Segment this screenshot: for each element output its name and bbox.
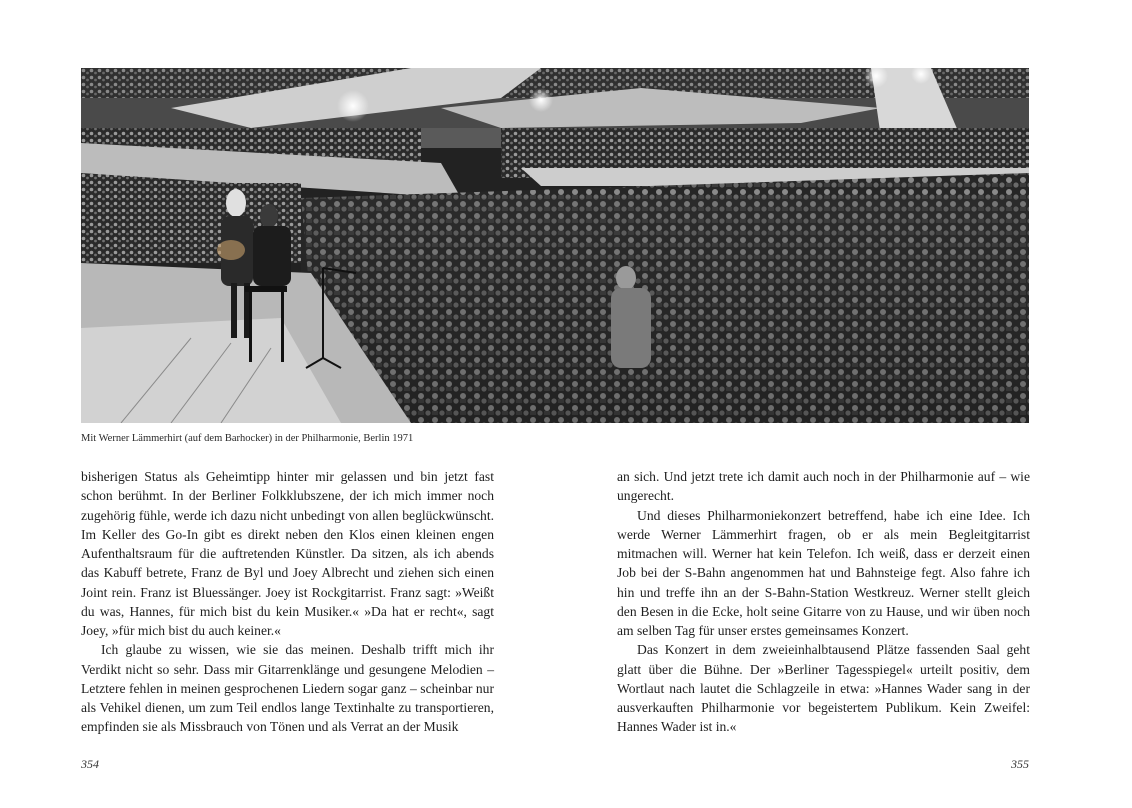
left-paragraph-2: Ich glaube zu wissen, wie sie das meinen. Deshalb trifft mich ihr Verdikt nicht so sehr. Dass mir Gitarrenklänge und gesungene Melodien – Letztere fehlen in meinen gesprochenen Liedern sogar ganz – scheinbar nur als Vehikel dienen, um zum Teil endlos lange Textinhalte zu transportieren, empfinden sie als Missbrauch von Tönen und als Verrat an der Musik <box>81 642 494 735</box>
left-paragraph-1: bisherigen Status als Geheimtipp hinter mir gelassen und bin jetzt fast schon berühmt. In der Berliner Folkklubszene, der ich mich immer noch zugehörig fühle, werde ich dazu nicht unbedingt von allen beglückwünscht. Im Keller des Go-In gibt es direkt neben den Klos einen kleinen engen Aufenthaltsraum für die auftretenden Künstler. Da sitzen, als ich abends das Kabuff betrete, Franz de Byl und Joey Albrecht und ziehen sich einen Joint rein. Franz ist Bluessänger. Joey ist Rockgitarrist. Franz sagt: »Weißt du was, Hannes, für mich bist du kein Musiker.« »Da hat er recht«, sagt Joey, »für mich bist du auch keiner.« <box>81 469 494 638</box>
concert-photo <box>81 68 1029 423</box>
right-paragraph-2: Und dieses Philharmoniekonzert betreffend, habe ich eine Idee. Ich werde Werner Lämmerhirt fragen, ob er als mein Begleitgitarrist mitmachen will. Werner hat kein Telefon. Ich weiß, dass er derzeit einen Job bei der S-Bahn angenommen hat und Bahnsteige fegt. Also fahre ich hin und treffe ihn an der S-Bahn-Station Westkreuz. Werner stellt gleich den Besen in die Ecke, holt seine Gitarre von zu Hause, und wir üben noch am selben Tag für unser erstes gemeinsames Konzert. <box>617 507 1030 638</box>
photo-caption: Mit Werner Lämmerhirt (auf dem Barhocker) in der Philharmonie, Berlin 1971 <box>81 433 414 444</box>
right-column <box>617 467 1030 737</box>
page-number-left: 354 <box>81 757 99 771</box>
page-number-right: 355 <box>1011 757 1029 771</box>
right-paragraph-3: Das Konzert in dem zweieinhalbtausend Plätze fassenden Saal geht glatt über die Bühne. Der »Berliner Tagesspiegel« urteilt positiv, dem Wortlaut nach lautet die Schlagzeile in etwa: »Hannes Wader sang in der ausverkauften Philharmonie vor begeistertem Publikum. Kein Zweifel: Hannes Wader ist in.« <box>617 642 1030 735</box>
right-paragraph-1: an sich. Und jetzt trete ich damit auch noch in der Philharmonie auf – wie ungerecht. <box>617 469 1030 504</box>
concert-photo-image <box>81 68 1029 423</box>
left-column <box>81 467 494 737</box>
